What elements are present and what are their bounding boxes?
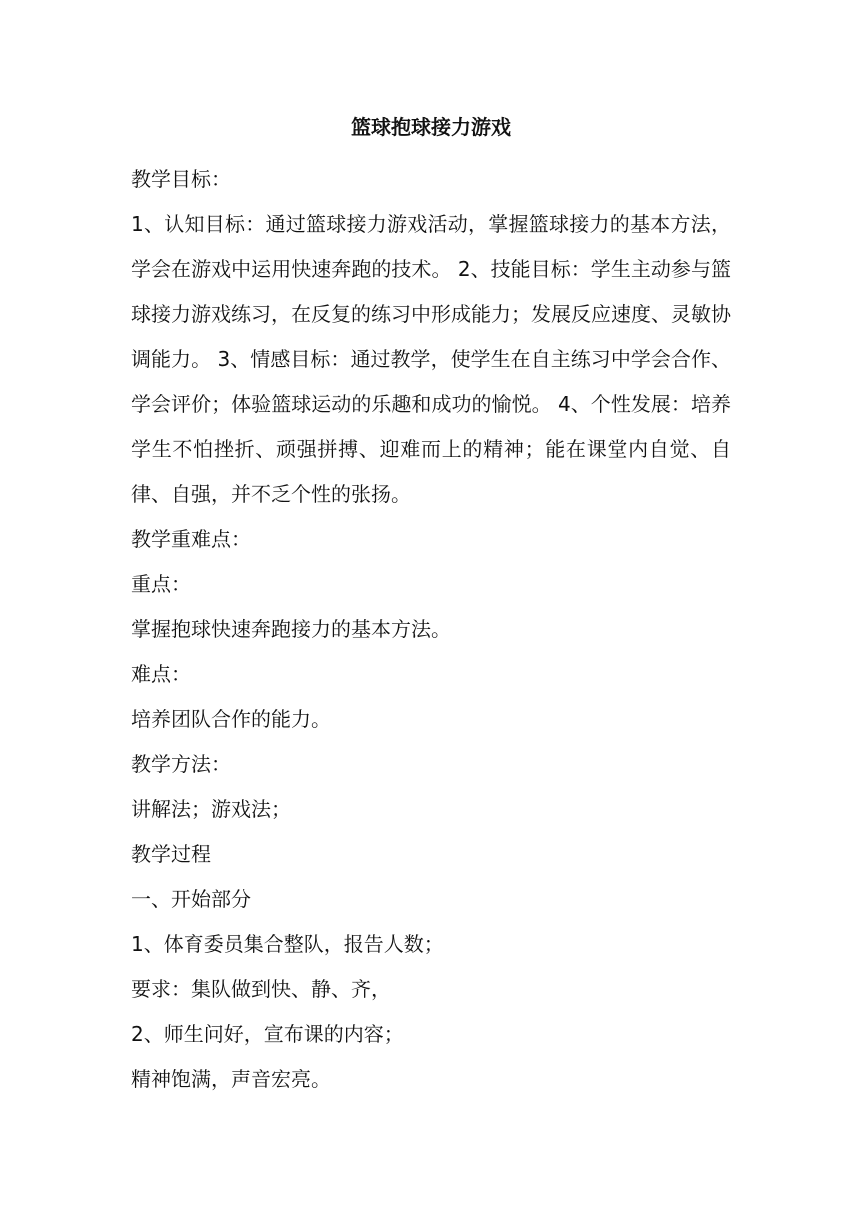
heading-teaching-methods: 教学方法： bbox=[131, 752, 231, 776]
heading-teaching-process: 教学过程 bbox=[131, 842, 211, 866]
teaching-methods-text: 讲解法；游戏法； bbox=[131, 797, 291, 821]
opening-note: 精神饱满，声音宏亮。 bbox=[131, 1067, 331, 1091]
document-title: 篮球抱球接力游戏 bbox=[351, 115, 511, 139]
key-point-text: 掌握抱球快速奔跑接力的基本方法。 bbox=[131, 617, 451, 641]
heading-opening-section: 一、开始部分 bbox=[131, 887, 251, 911]
goals-paragraph: 1、认知目标：通过篮球接力游戏活动，掌握篮球接力的基本方法，学会在游戏中运用快速奔跑的技术。 2、技能目标：学生主动参与篮球接力游戏练习，在反复的练习中形成能力；发展反应速度、灵敏协调能力。 3、情感目标：通过教学，使学生在自主练习中学会合作、学会评价；体验篮球运动的乐趣和成功的愉悦。 4、个性发展：培养学生不怕挫折、顽强拼搏、迎难而上的精神；能在课堂内自觉、自律、自强，并不乏个性的张扬。 bbox=[131, 212, 731, 506]
document-body bbox=[131, 112, 731, 1102]
opening-step-2: 2、师生问好，宣布课的内容； bbox=[131, 1022, 404, 1046]
heading-difficult-point: 难点： bbox=[131, 662, 191, 686]
opening-step-1: 1、体育委员集合整队，报告人数； bbox=[131, 932, 444, 956]
opening-requirement: 要求：集队做到快、静、齐， bbox=[131, 977, 391, 1001]
heading-key-point: 重点： bbox=[131, 572, 191, 596]
heading-teaching-goals: 教学目标： bbox=[131, 167, 231, 191]
heading-key-difficult-points: 教学重难点： bbox=[131, 527, 251, 551]
difficult-point-text: 培养团队合作的能力。 bbox=[131, 707, 331, 731]
